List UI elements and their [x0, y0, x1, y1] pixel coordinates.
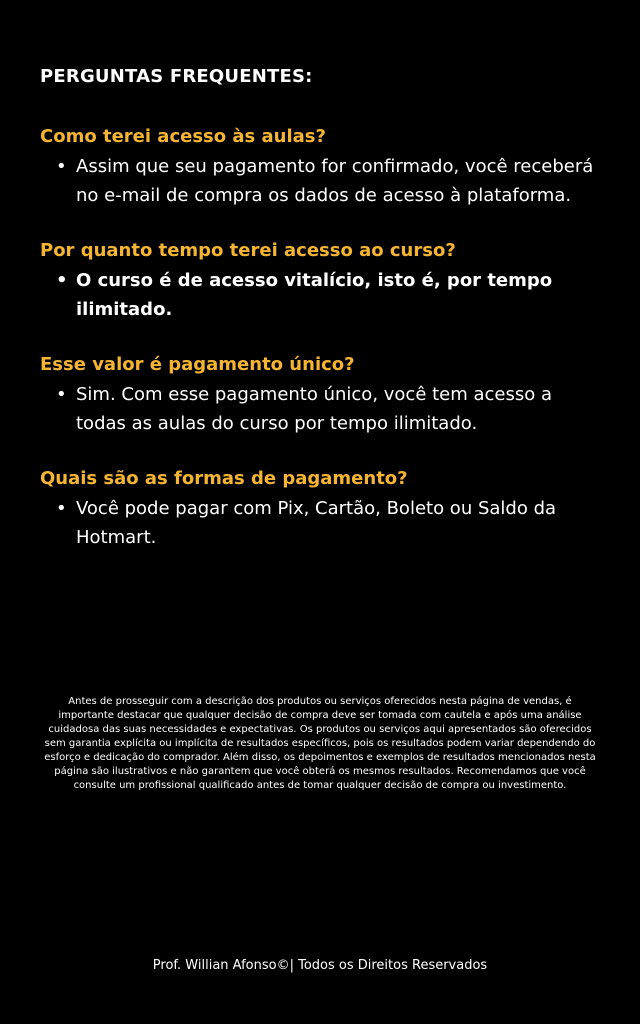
faq-answer: [56, 266, 600, 324]
faq-heading: PERGUNTAS FREQUENTES:: [40, 66, 313, 87]
faq-answer-text: Você pode pagar com Pix, Cartão, Boleto ou Saldo da Hotmart.: [76, 498, 557, 548]
faq-answer-list: [40, 380, 600, 438]
faq-question: Quais são as formas de pagamento?: [40, 468, 408, 489]
faq-answer: [56, 152, 600, 210]
faq-question: Como terei acesso às aulas?: [40, 126, 326, 147]
faq-item: [40, 236, 600, 324]
faq-answer-list: [40, 266, 600, 324]
footer-copyright: Prof. Willian Afonso©| Todos os Direitos Reservados: [152, 958, 488, 973]
bullet-icon: •: [56, 384, 67, 405]
faq-item: [40, 464, 600, 552]
faq-item: [40, 122, 600, 210]
bullet-icon: •: [56, 498, 67, 519]
faq-answer-list: [40, 494, 600, 552]
faq-item: [40, 350, 600, 438]
disclaimer-text: Antes de prosseguir com a descrição dos produtos ou serviços oferecidos nesta página de vendas, é importante destacar que qualquer decisão de compra deve ser tomada com cautela e após uma análise cuidadosa das suas necessidades e expectativas. Os produtos ou serviços aqui apresentados são oferecidos sem garantia explícita ou implícita de resultados específicos, pois os resultados podem variar dependendo do esforço e dedicação do comprador. Além disso, os depoimentos e exemplos de resultados mencionados nesta página são ilustrativos e não garantem que você obterá os mesmos resultados. Recomendamos que você consulte um profissional qualificado antes de tomar qualquer decisão de compra ou investimento.: [44, 696, 596, 791]
faq-question: Esse valor é pagamento único?: [40, 354, 355, 375]
faq-answer: [56, 380, 600, 438]
faq-answer-text: O curso é de acesso vitalício, isto é, por tempo ilimitado.: [76, 270, 553, 320]
faq-list: [40, 122, 600, 578]
faq-question: Por quanto tempo terei acesso ao curso?: [40, 240, 456, 261]
bullet-icon: •: [56, 270, 68, 291]
bullet-icon: •: [56, 156, 67, 177]
faq-answer-list: [40, 152, 600, 210]
faq-answer-text: Sim. Com esse pagamento único, você tem acesso a todas as aulas do curso por tempo ilimitado.: [76, 384, 553, 434]
faq-answer: [56, 494, 600, 552]
faq-answer-text: Assim que seu pagamento for confirmado, você receberá no e-mail de compra os dados de acesso à plataforma.: [76, 156, 594, 206]
